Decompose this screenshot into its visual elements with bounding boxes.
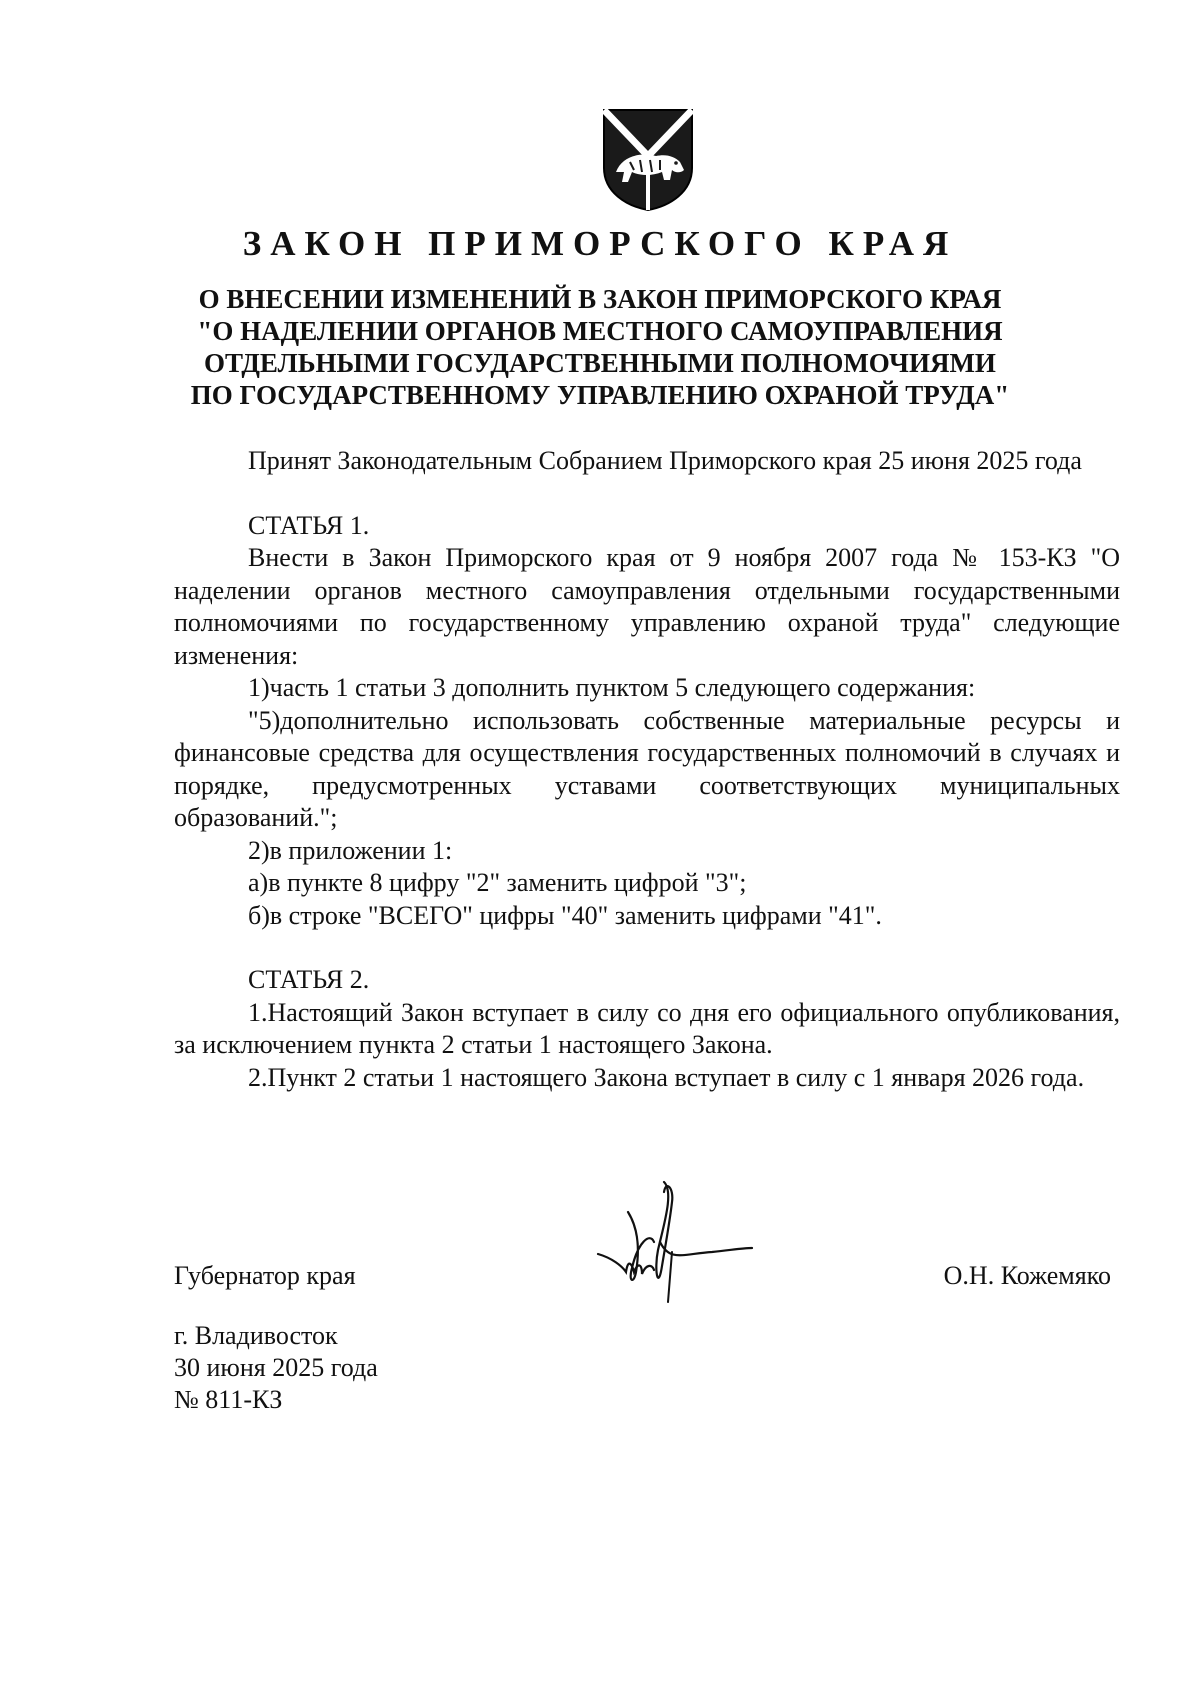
article-1-item-1: 1)часть 1 статьи 3 дополнить пунктом 5 следующего содержания:	[248, 673, 976, 702]
subtitle-line: "О НАДЕЛЕНИИ ОРГАНОВ МЕСТНОГО САМОУПРАВЛЕНИЯ	[197, 316, 1003, 346]
article-2-paragraph-1: 1.Настоящий Закон вступает в силу со дня его официального опубликования, за исключением пункта 2 статьи 1 настоящего Закона.	[174, 997, 1120, 1059]
adoption-note: Принят Законодательным Собранием Приморского края 25 июня 2025 года	[248, 446, 1082, 475]
article-1-heading: СТАТЬЯ 1.	[248, 510, 370, 540]
signatory-name: О.Н. Кожемяко	[943, 1261, 1111, 1290]
article-1-item-1-text: "5)дополнительно использовать собственные материальные ресурсы и финансовые средства для осуществления государственных полномочий в случаях и порядке, предусмотренных уставами соответствующих муниципальных образований.";	[174, 705, 1120, 832]
article-1-intro: Внести в Закон Приморского края от 9 ноября 2007 года № 153-КЗ "О наделении органов местного самоуправления отдельными государственными полномочиями по государственному управлению охраной труда" следующие изменения:	[174, 543, 1120, 670]
law-title: ЗАКОН ПРИМОРСКОГО КРАЯ	[242, 224, 958, 263]
document-requisites	[174, 1320, 378, 1416]
signatory-position: Губернатор края	[174, 1261, 356, 1290]
subtitle-line: О ВНЕСЕНИИ ИЗМЕНЕНИЙ В ЗАКОН ПРИМОРСКОГО КРАЯ	[198, 284, 1002, 314]
article-1-item-2a: а)в пункте 8 цифру "2" заменить цифрой "3";	[248, 868, 747, 897]
article-1-item-2b: б)в строке "ВСЕГО" цифры "40" заменить цифрами "41".	[248, 900, 882, 930]
subtitle-line: ПО ГОСУДАРСТВЕННОМУ УПРАВЛЕНИЮ ОХРАНОЙ ТРУДА"	[190, 380, 1010, 410]
handwritten-signature-icon	[592, 1172, 792, 1352]
law-subtitle	[150, 283, 1050, 411]
subtitle-line: ОТДЕЛЬНЫМИ ГОСУДАРСТВЕННЫМИ ПОЛНОМОЧИЯМИ	[204, 348, 996, 378]
law-number: № 811-КЗ	[174, 1385, 283, 1414]
article-1-item-2: 2)в приложении 1:	[248, 835, 453, 865]
article-2-paragraph-2: 2.Пункт 2 статьи 1 настоящего Закона вступает в силу с 1 января 2026 года.	[248, 1062, 1085, 1092]
signing-place: г. Владивосток	[174, 1321, 338, 1350]
signing-date: 30 июня 2025 года	[174, 1353, 378, 1382]
primorsky-coat-of-arms-icon	[600, 106, 696, 212]
article-2-heading: СТАТЬЯ 2.	[248, 965, 370, 994]
law-body	[174, 445, 1120, 1094]
